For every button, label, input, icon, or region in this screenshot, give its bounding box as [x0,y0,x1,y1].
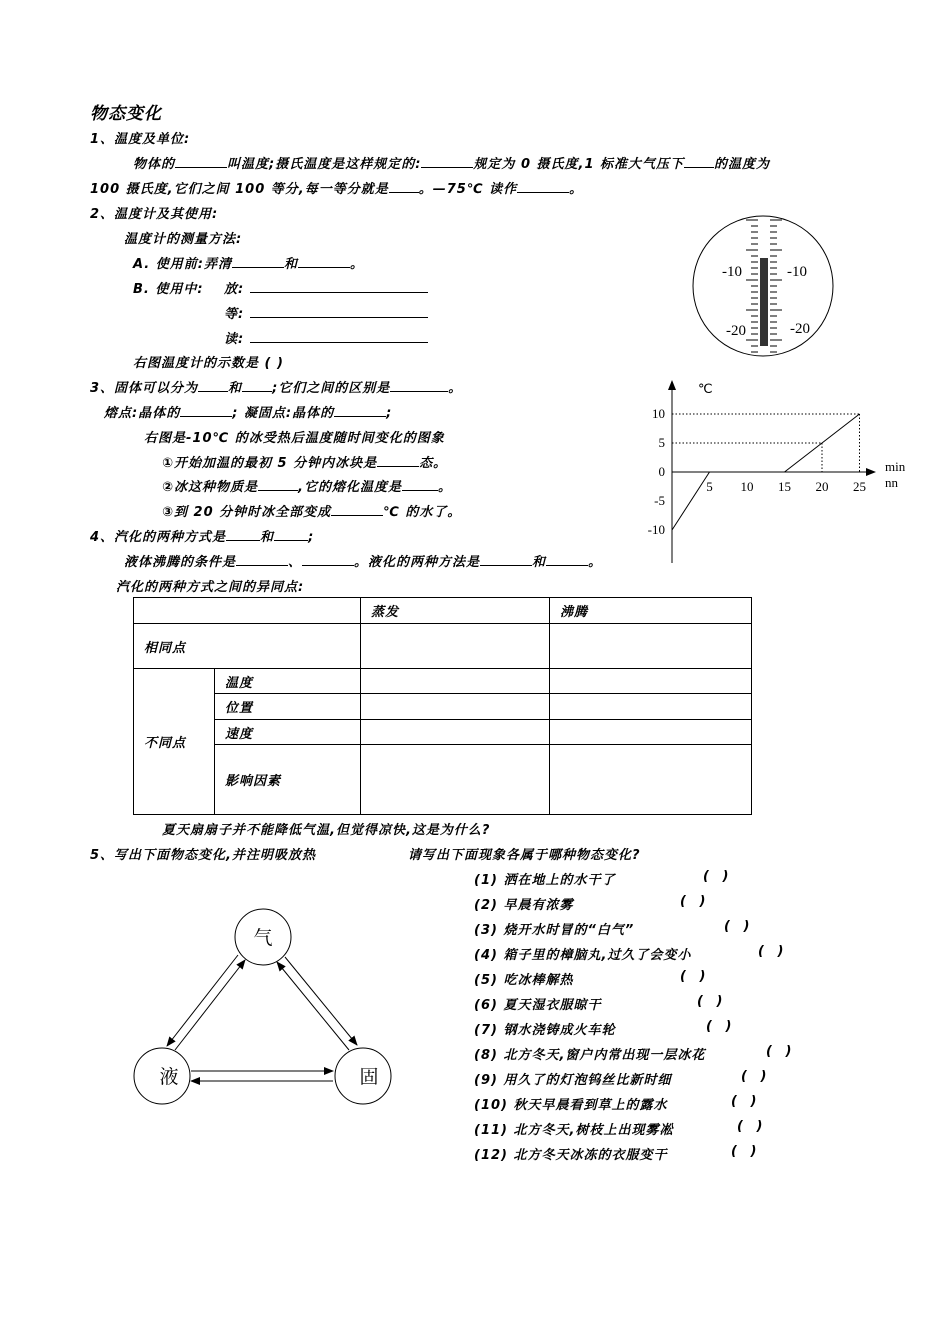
phenomena-prompt: 请写出下面现象各属于哪种物态变化? [408,848,641,863]
label-right-minus-20: -20 [790,321,810,337]
gas-label: 气 [253,928,273,949]
answer-parentheses[interactable]: ( ) [706,1019,732,1034]
text: ;它们之间的区别是 [272,381,391,396]
graph-question-2 [162,476,452,495]
answer-cell[interactable] [550,694,752,720]
text: 。 [349,257,364,272]
blank[interactable] [302,553,354,566]
boiling-conditions-line [124,551,602,570]
answer-parentheses[interactable]: ( ) [737,1119,763,1134]
blank[interactable] [180,404,232,417]
row-location: 位置 [215,694,361,720]
text: 和 [283,257,298,272]
text: 等: [224,307,245,322]
step-wait [224,303,428,322]
step-place [224,278,428,297]
blank[interactable] [250,280,428,293]
answer-parentheses[interactable]: ( ) [731,1144,757,1159]
text: 和 [260,530,275,545]
answer-cell[interactable] [361,720,550,745]
answer-cell[interactable] [361,745,550,815]
answer-parentheses[interactable]: ( ) [697,994,723,1009]
blank[interactable] [377,454,419,467]
graph-question-1 [162,452,447,471]
blank[interactable] [175,155,227,168]
arrow-liquid-to-gas [175,960,245,1050]
phenomenon-item: (5) 吃冰棒解热 [474,973,574,988]
phenomenon-item: (7) 钢水浇铸成火车轮 [474,1023,616,1038]
row-temperature: 温度 [215,669,361,694]
text: ; [308,530,315,545]
blank[interactable] [389,180,419,193]
x-axis-arrow [866,468,876,476]
blank[interactable] [334,404,386,417]
table-row [134,624,752,669]
x-tick-label: 25 [853,479,866,494]
text: 。 [437,480,452,495]
blank[interactable] [232,255,284,268]
text: ; [386,406,393,421]
answer-parentheses[interactable]: ( ) [680,969,706,984]
blank[interactable] [480,553,532,566]
during-use-label: B. 使用中: [133,282,204,297]
text: 态。 [419,456,448,471]
answer-cell[interactable] [550,624,752,669]
answer-parentheses[interactable]: ( ) [724,919,750,934]
label-right-minus-10: -10 [787,264,807,280]
blank[interactable] [258,478,298,491]
header-evaporation: 蒸发 [361,598,550,624]
blank[interactable] [517,180,569,193]
label-left-minus-10: -10 [722,264,742,280]
y-axis-arrow [668,380,676,390]
row-same-points: 相同点 [134,624,361,669]
liquid-column [760,258,768,346]
solid-types-line [90,377,462,396]
temperature-series-line [672,472,710,530]
y-tick-label: 5 [658,435,665,450]
x-tick-label: 10 [740,479,754,494]
table-row [134,720,752,745]
text: 100 摄氏度,它们之间 100 等分,每一等分就是 [90,182,389,197]
text: 读: [224,332,245,347]
answer-parentheses[interactable]: ( ) [731,1094,757,1109]
section-1-heading: 1、温度及单位: [90,132,191,147]
text: 放: [224,282,245,297]
answer-cell[interactable] [550,720,752,745]
table-header-row [134,598,752,624]
temperature-definition-line [133,153,770,172]
measure-method-label: 温度计的测量方法: [124,232,243,247]
phenomenon-item: (3) 烧开水时冒的“白气” [474,923,635,938]
y-axis-label: ℃ [698,381,713,396]
phenomenon-item: (8) 北方冬天,窗户内常出现一层冰花 [474,1048,706,1063]
state-change-diagram [125,900,405,1110]
step-read [224,328,428,347]
page-title: 物态变化 [90,104,162,124]
text: 规定为 0 摄氏度,1 标准大气压下 [473,157,685,172]
text: A. 使用前:弄清 [133,257,232,272]
blank[interactable] [298,255,350,268]
phenomenon-item: (1) 洒在地上的水干了 [474,873,616,888]
blank[interactable] [226,528,260,541]
answer-parentheses[interactable]: ( ) [680,894,706,909]
header-boiling: 沸腾 [550,598,752,624]
x-axis-label: min [885,459,906,474]
blank[interactable] [421,155,473,168]
answer-cell[interactable] [550,669,752,694]
thermometer-reading-question: 右图温度计的示数是 ( ) [133,356,284,371]
label-left-minus-20: -20 [726,323,746,339]
phenomenon-item: (6) 夏天湿衣服晾干 [474,998,602,1013]
blank[interactable] [250,330,428,343]
y-tick-label: -10 [647,522,665,537]
phenomenon-item: (2) 早晨有浓雾 [474,898,574,913]
comparison-heading: 汽化的两种方式之间的异同点: [116,580,305,595]
answer-parentheses[interactable]: ( ) [703,869,729,884]
text: ②冰这种物质是 [162,480,259,495]
text: 。—75℃ 读作 [418,182,518,197]
text: 3、固体可以分为 [90,381,199,396]
blank[interactable] [236,553,288,566]
text: ①开始加温的最初 5 分钟内冰块是 [162,456,378,471]
answer-parentheses[interactable]: ( ) [758,944,784,959]
blank[interactable] [546,553,588,566]
blank[interactable] [250,305,428,318]
text: 、 [288,555,303,570]
section-5-heading: 5、写出下面物态变化,并注明吸放热 [90,848,316,863]
arrow-solid-to-gas [277,962,349,1050]
row-influencing-factors: 影响因素 [215,745,361,815]
x-axis-label-extra: nn [885,475,898,490]
phenomenon-item: (10) 秋天早晨看到草上的露水 [474,1098,668,1113]
table-corner-cell [134,598,361,624]
blank[interactable] [331,503,383,516]
arrow-gas-to-liquid [167,955,238,1046]
before-use-line [133,253,364,272]
blank[interactable] [274,528,308,541]
blank[interactable] [402,478,438,491]
x-tick-label: 5 [706,479,713,494]
y-tick-label: -5 [654,493,665,508]
melting-point-line [104,402,392,421]
blank[interactable] [390,379,448,392]
text: 叫温度;摄氏温度是这样规定的: [227,157,422,172]
section-2-heading: 2、温度计及其使用: [90,207,219,222]
thermometer-figure [690,212,840,362]
row-differences: 不同点 [134,669,215,815]
phenomenon-item: (4) 箱子里的樟脑丸,过久了会变小 [474,948,692,963]
blank[interactable] [242,379,272,392]
scale-ticks-left [746,220,758,352]
arrow-gas-to-solid [285,957,357,1045]
celsius-scale-line [90,178,583,197]
table-row [134,745,752,815]
heating-curve-chart [625,375,925,565]
x-tick-label: 20 [815,479,829,494]
answer-cell[interactable] [550,745,752,815]
graph-intro: 右图是-10℃ 的冰受热后温度随时间变化的图象 [144,431,445,446]
text: 和 [532,555,547,570]
phenomenon-item: (9) 用久了的灯泡钨丝比新时细 [474,1073,672,1088]
text: ; 凝固点:晶体的 [232,406,335,421]
row-speed: 速度 [215,720,361,745]
text: ℃ 的水了。 [383,505,462,520]
comparison-table [133,597,752,815]
text: 的温度为 [714,157,771,172]
text: 。 [448,381,463,396]
scale-ticks-right [770,220,782,352]
text: 和 [228,381,243,396]
text: 。液化的两种方法是 [354,555,481,570]
answer-cell[interactable] [361,694,550,720]
answer-cell[interactable] [361,669,550,694]
blank[interactable] [684,155,714,168]
blank[interactable] [198,379,228,392]
y-tick-label: 10 [652,406,665,421]
phenomenon-item: (11) 北方冬天,树枝上出现雾凇 [474,1123,674,1138]
text: 物体的 [133,157,176,172]
text: 。 [569,182,584,197]
solid-label: 固 [359,1067,379,1088]
answer-parentheses[interactable]: ( ) [741,1069,767,1084]
liquid-label: 液 [159,1067,179,1088]
fan-question: 夏天扇扇子并不能降低气温,但觉得凉快,这是为什么? [162,823,491,838]
vaporization-ways-line [90,526,314,545]
text: ,它的熔化温度是 [298,480,402,495]
phenomenon-item: (12) 北方冬天冰冻的衣服变干 [474,1148,668,1163]
text: 。 [588,555,603,570]
text: ③到 20 分钟时冰全部变成 [162,505,332,520]
text: 4、汽化的两种方式是 [90,530,227,545]
table-row [134,669,752,694]
x-tick-label: 15 [778,479,791,494]
table-row [134,694,752,720]
text: 液体沸腾的条件是 [124,555,237,570]
graph-question-3 [162,501,461,520]
answer-cell[interactable] [361,624,550,669]
y-tick-label: 0 [658,464,665,479]
answer-parentheses[interactable]: ( ) [766,1044,792,1059]
text: 熔点:晶体的 [104,406,181,421]
